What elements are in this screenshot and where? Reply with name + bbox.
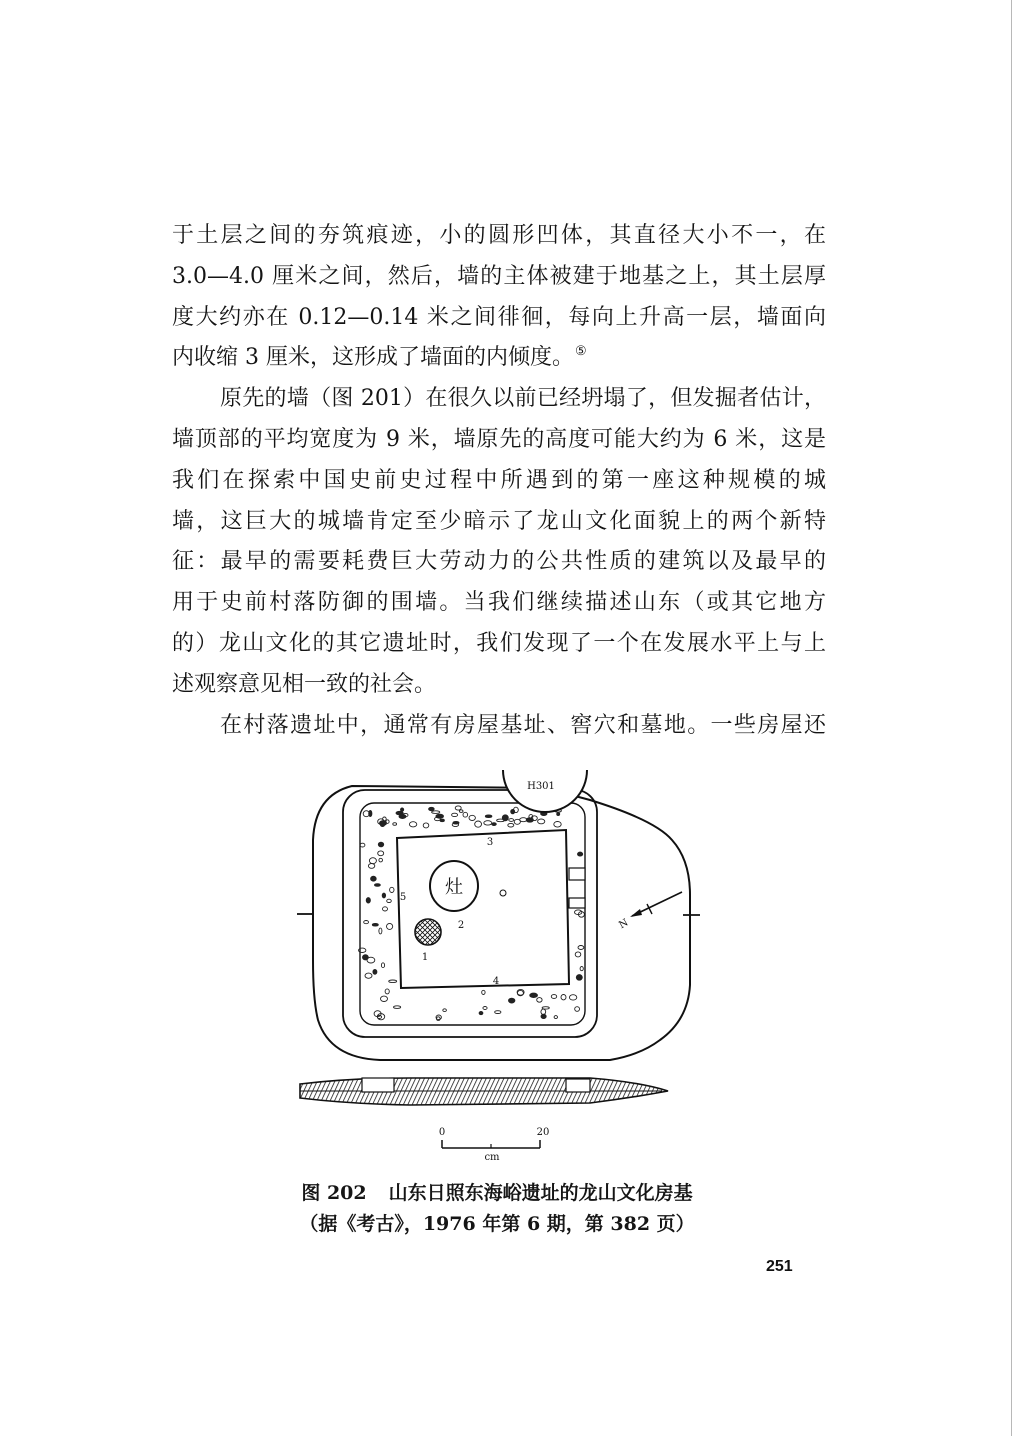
pebble xyxy=(459,810,463,813)
text-line: 度大约亦在 0.12—0.14 米之间徘徊，每向上升高一层，墙面向 xyxy=(172,304,826,330)
pebble xyxy=(561,995,566,1000)
text-line: 在村落遗址中，通常有房屋基址、窖穴和墓地。一些房屋还 xyxy=(220,712,826,738)
pebble xyxy=(378,842,383,847)
small-post-hole xyxy=(500,890,506,896)
pebble xyxy=(381,963,384,968)
pebble xyxy=(383,907,388,911)
pebble xyxy=(373,970,377,975)
pebble xyxy=(569,995,576,1000)
scale-end-label: 20 xyxy=(536,1127,550,1138)
pebble xyxy=(509,998,515,1003)
pebble xyxy=(502,815,508,821)
pebble xyxy=(382,893,385,898)
pebble xyxy=(495,1011,501,1014)
scale-start-label: 0 xyxy=(438,1127,446,1138)
pebble xyxy=(482,990,485,994)
pebble xyxy=(393,823,397,826)
pebble xyxy=(542,1007,549,1009)
pebble xyxy=(575,952,581,957)
text-line: 的）龙山文化的其它遗址时，我们发现了一个在发展水平上与上 xyxy=(172,630,826,656)
pebble xyxy=(554,1016,557,1019)
pebble xyxy=(409,822,416,827)
pebble xyxy=(538,819,545,824)
house-foundation-figure xyxy=(290,760,710,1170)
text-line: 原先的墙（图 201）在很久以前已经坍塌了，但发掘者估计， xyxy=(220,386,826,412)
text-line: 墙顶部的平均宽度为 9 米，墙原先的高度可能大约为 6 米，这是 xyxy=(172,426,827,452)
figure-number: 图 202 xyxy=(301,1182,367,1204)
pebble xyxy=(479,1012,483,1015)
pebble xyxy=(365,973,372,978)
pebble xyxy=(367,957,375,963)
feature-number-5: 5 xyxy=(399,892,407,903)
pebble xyxy=(360,843,365,847)
door-post-mark xyxy=(569,898,585,908)
section-profile xyxy=(300,1078,668,1105)
pebble xyxy=(554,822,561,828)
pebble xyxy=(371,876,377,881)
pebble xyxy=(575,1007,580,1012)
house-floor xyxy=(397,830,569,988)
pebble xyxy=(394,1006,401,1009)
pebble xyxy=(484,821,492,825)
pebble xyxy=(483,1007,487,1010)
pebble xyxy=(389,980,397,983)
text-line: 用于史前村落防御的围墙。当我们继续描述山东（或其它地方 xyxy=(172,590,826,616)
pebble xyxy=(463,812,468,817)
pebble xyxy=(381,996,388,1001)
pebble xyxy=(511,809,515,813)
footnote-marker: ⑤ xyxy=(575,344,587,360)
pebble xyxy=(509,819,514,822)
pebble xyxy=(380,823,384,827)
pebble xyxy=(530,993,538,997)
pebble xyxy=(368,864,374,869)
pebble xyxy=(379,928,382,934)
body-text xyxy=(172,216,826,746)
pebble xyxy=(366,898,370,903)
text-line: 述观察意见相一致的社会。 xyxy=(172,671,437,697)
north-label: N xyxy=(617,917,631,932)
pebble xyxy=(578,852,583,856)
door-post-mark xyxy=(569,868,585,880)
text-line: 墙，这巨大的城墙肯定至少暗示了龙山文化面貌上的两个新特 xyxy=(172,508,826,534)
pebble xyxy=(557,813,560,816)
page-number: 251 xyxy=(766,1258,793,1275)
pebble xyxy=(578,946,584,950)
pebble xyxy=(387,899,392,902)
pebble xyxy=(440,819,444,822)
pebble xyxy=(492,823,497,826)
pebble xyxy=(475,821,482,827)
pebble xyxy=(526,818,533,822)
scan-edge-line xyxy=(1011,0,1012,1436)
scale-unit-label: cm xyxy=(484,1152,500,1163)
pebble xyxy=(580,967,583,971)
pebble xyxy=(469,815,475,820)
pebble xyxy=(372,923,378,926)
pebble xyxy=(385,989,389,994)
scale-bar xyxy=(439,1127,550,1163)
pebble xyxy=(401,808,404,811)
figure-caption-title xyxy=(290,1180,704,1206)
pebble xyxy=(369,811,372,817)
feature-number-2: 2 xyxy=(457,920,465,931)
feature-number-1: 1 xyxy=(421,952,429,963)
pit-label: H301 xyxy=(527,781,555,792)
pebble xyxy=(378,851,384,856)
text-line: 于土层之间的夯筑痕迹，小的圆形凹体，其直径大小不一，在 xyxy=(172,223,826,248)
north-arrow-icon xyxy=(617,892,682,931)
pebble xyxy=(429,807,435,810)
pebble xyxy=(508,823,514,827)
pebble xyxy=(541,1014,546,1018)
post-hole xyxy=(415,919,441,945)
pebble xyxy=(379,858,383,862)
feature-number-4: 4 xyxy=(492,976,500,987)
pebble xyxy=(443,1009,447,1012)
pebble xyxy=(390,887,394,892)
figure-caption-source: （据《考古》，1976 年第 6 期，第 382 页） xyxy=(299,1213,695,1235)
text-line: 我们在探索中国史前史过程中所遇到的第一座这种规模的城 xyxy=(172,467,826,493)
pebble xyxy=(432,811,440,814)
text-line-content: 内收缩 3 厘米，这形成了墙面的内倾度。 xyxy=(172,345,574,371)
text-line xyxy=(172,338,826,379)
pebble xyxy=(423,823,429,828)
figure-title: 山东日照东海峪遗址的龙山文化房基 xyxy=(388,1182,693,1204)
pebble xyxy=(364,921,369,924)
pebble xyxy=(576,975,582,981)
text-line: 3.0—4.0 厘米之间，然后，墙的主体被建于地基之上，其土层厚 xyxy=(172,263,826,289)
pebble xyxy=(387,923,393,929)
pebble xyxy=(369,858,376,864)
pebble xyxy=(485,815,492,818)
feature-number-3: 3 xyxy=(486,837,494,848)
hearth-label: 灶 xyxy=(445,877,463,898)
pebble xyxy=(537,998,542,1003)
text-line: 征：最早的需要耗费巨大劳动力的公共性质的建筑以及最早的 xyxy=(172,549,826,575)
pebble xyxy=(541,1009,546,1014)
pebble xyxy=(375,884,381,887)
pebble xyxy=(452,813,458,816)
pebble xyxy=(551,995,556,999)
